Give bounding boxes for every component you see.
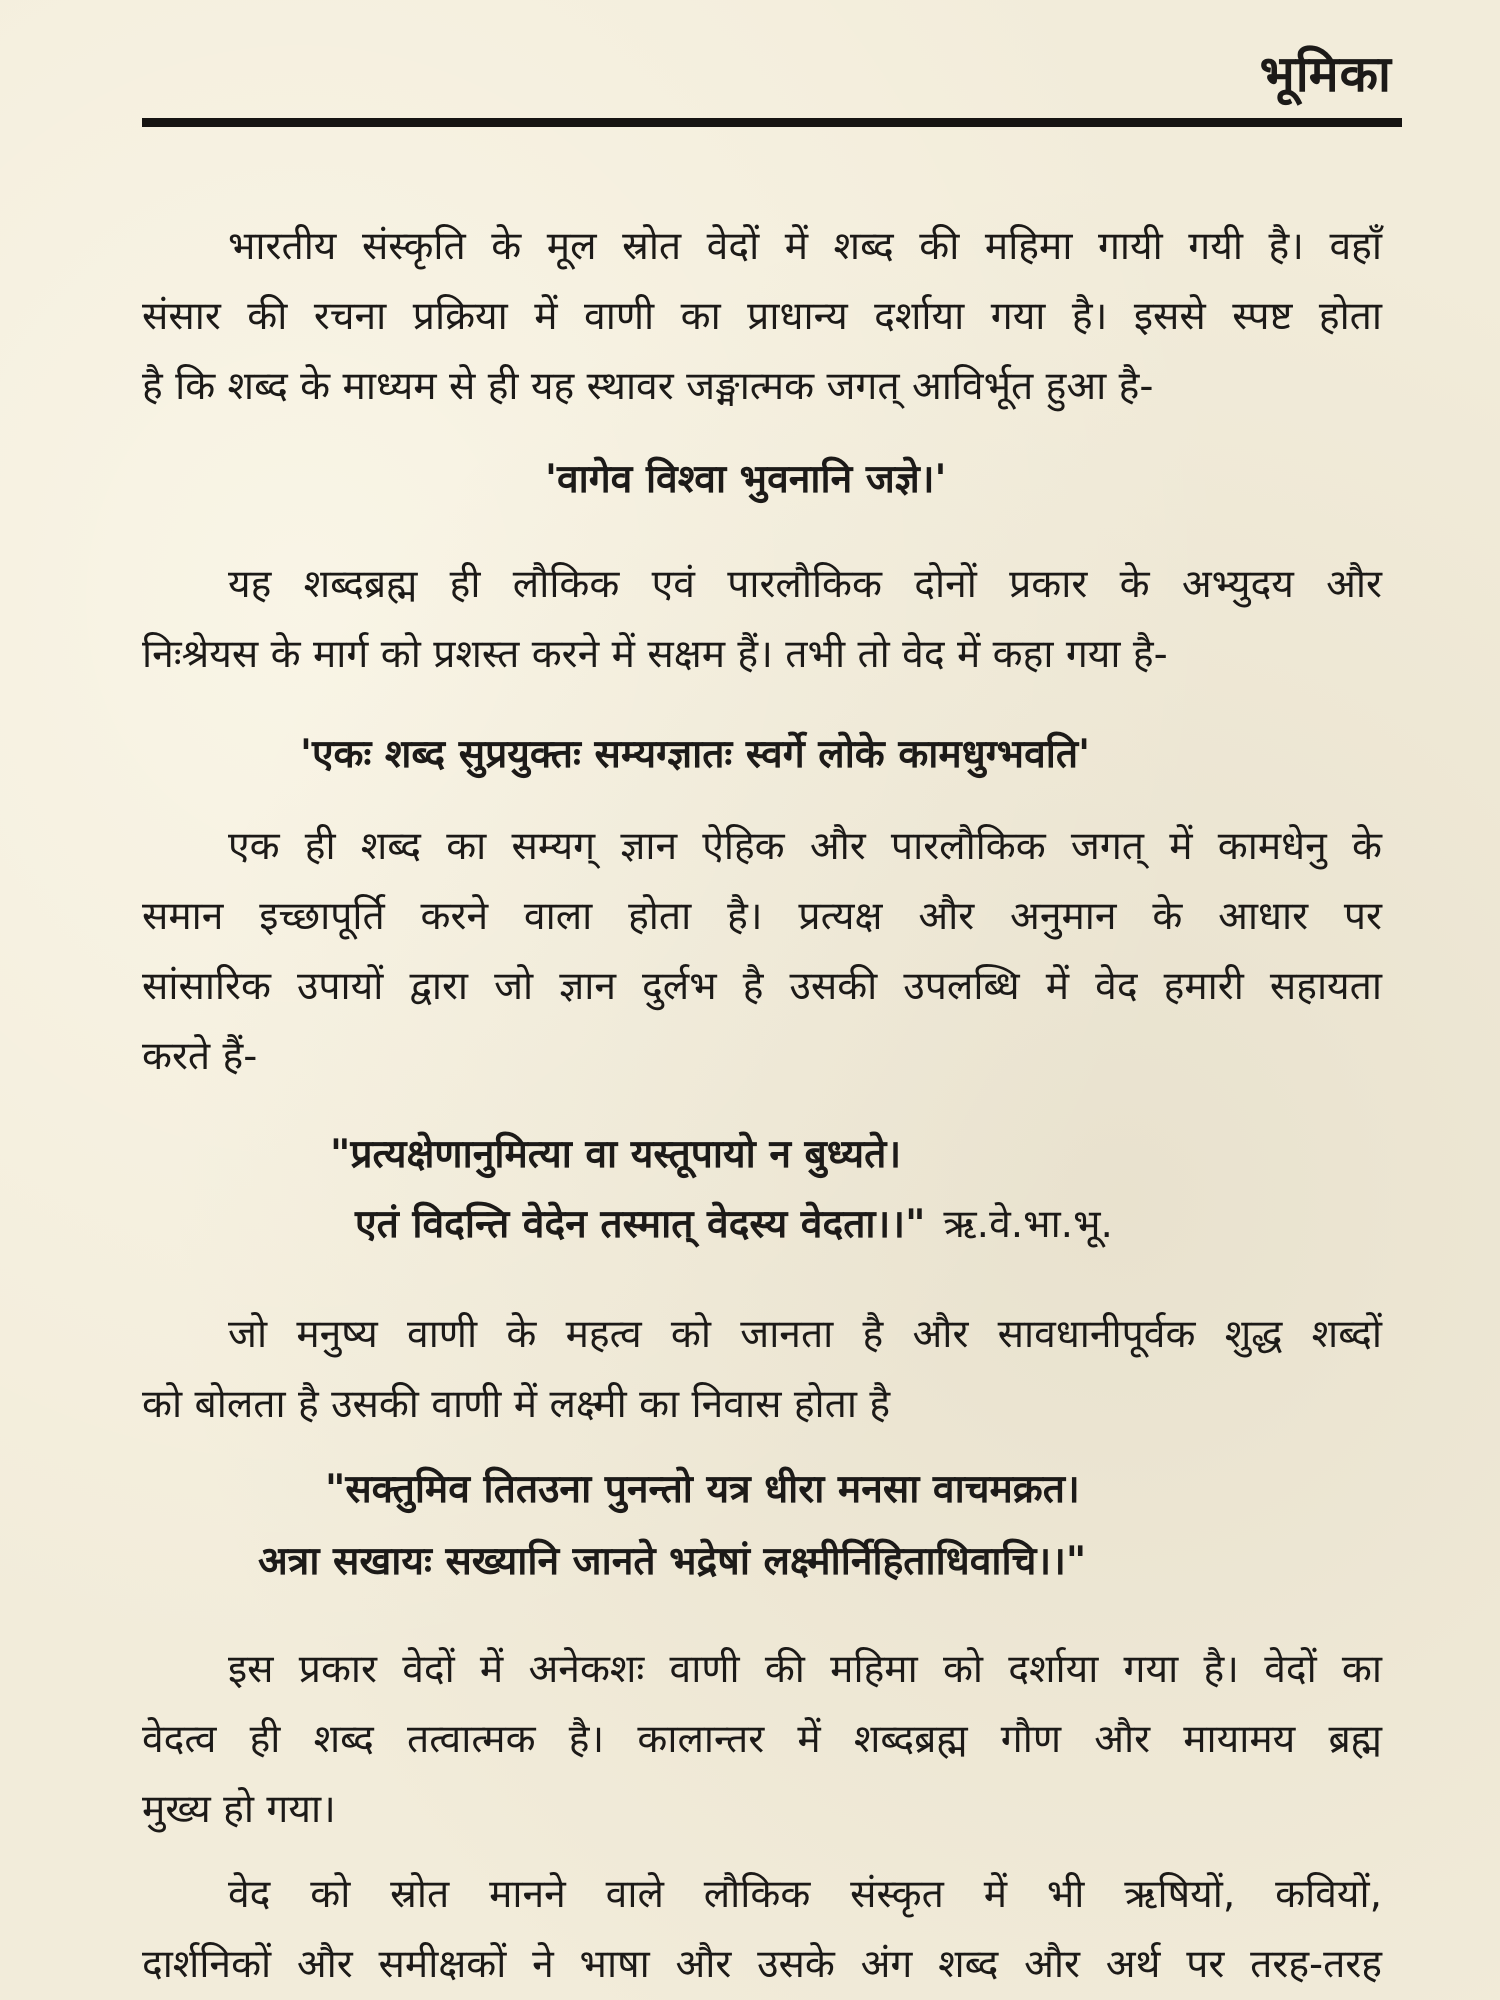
paragraph-line: वेदत्व ही शब्द तत्वात्मक है। कालान्तर में शब्दब्रह्म गौण और मायामय ब्रह्म: [142, 1717, 1382, 1762]
paragraph-line: समान इच्छापूर्ति करने वाला होता है। प्रत्यक्ष और अनुमान के आधार पर: [142, 894, 1382, 939]
quote-text: एतं विदन्ति वेदेन तस्मात् वेदस्य वेदता।।": [355, 1202, 926, 1247]
paragraph-line: सांसारिक उपायों द्वारा जो ज्ञान दुर्लभ है उसकी उपलब्धि में वेद हमारी सहायता: [142, 964, 1382, 1009]
quote-4-line-1: "सक्तुमिव तितउना पुनन्तो यत्र धीरा मनसा वाचमक्रत।: [325, 1467, 1080, 1512]
paragraph-line: निःश्रेयस के मार्ग को प्रशस्त करने में सक्षम हैं। तभी तो वेद में कहा गया है-: [142, 632, 1168, 677]
paragraph-line: मुख्य हो गया।: [142, 1787, 336, 1832]
paragraph-line: है कि शब्द के माध्यम से ही यह स्थावर जङ्मात्मक जगत् आविर्भूत हुआ है-: [142, 364, 1154, 409]
paragraph-line: जो मनुष्य वाणी के महत्व को जानता है और सावधानीपूर्वक शुद्ध शब्दों: [228, 1312, 1382, 1357]
paragraph-line: यह शब्दब्रह्म ही लौकिक एवं पारलौकिक दोनों प्रकार के अभ्युदय और: [228, 562, 1382, 607]
paragraph-line: भारतीय संस्कृति के मूल स्रोत वेदों में शब्द की महिमा गायी गयी है। वहाँ: [228, 224, 1382, 269]
citation: ऋ.वे.भा.भू.: [943, 1202, 1113, 1247]
page-header-title: भूमिका: [1259, 45, 1392, 103]
paragraph-3: [142, 812, 1382, 1092]
paragraph-line: इस प्रकार वेदों में अनेकशः वाणी की महिमा को दर्शाया गया है। वेदों का: [228, 1647, 1382, 1692]
paragraph-5: [142, 1635, 1382, 1845]
header-divider: [142, 118, 1402, 127]
quote-2: 'एकः शब्द सुप्रयुक्तः सम्यग्ज्ञातः स्वर्गे लोके कामधुग्भवति': [300, 732, 1091, 777]
paragraph-line: संसार की रचना प्रक्रिया में वाणी का प्राधान्य दर्शाया गया है। इससे स्पष्ट होता: [142, 294, 1382, 339]
quote-3-line-1: "प्रत्यक्षेणानुमित्या वा यस्तूपायो न बुध्यते।: [330, 1132, 902, 1177]
paragraph-1: [142, 212, 1382, 422]
paragraph-line: करते हैं-: [142, 1034, 258, 1079]
paragraph-line: को बोलता है उसकी वाणी में लक्ष्मी का निवास होता है: [142, 1382, 891, 1427]
quote-1: 'वागेव विश्वा भुवनानि जज्ञे।': [545, 457, 947, 502]
paragraph-line: वेद को स्रोत मानने वाले लौकिक संस्कृत में भी ऋषियों, कवियों,: [228, 1872, 1382, 1917]
paragraph-6: [142, 1860, 1382, 2000]
paragraph-line: दार्शनिकों और समीक्षकों ने भाषा और उसके अंग शब्द और अर्थ पर तरह-तरह: [142, 1942, 1382, 1987]
paragraph-2: [142, 550, 1382, 690]
quote-4-line-2: अत्रा सखायः सख्यानि जानते भद्रेषां लक्ष्मीर्निहिताधिवाचि।।": [258, 1539, 1087, 1584]
paragraph-4: [142, 1300, 1382, 1440]
paragraph-line: एक ही शब्द का सम्यग् ज्ञान ऐहिक और पारलौकिक जगत् में कामधेनु के: [228, 824, 1382, 869]
quote-3-line-2: [355, 1195, 1113, 1255]
